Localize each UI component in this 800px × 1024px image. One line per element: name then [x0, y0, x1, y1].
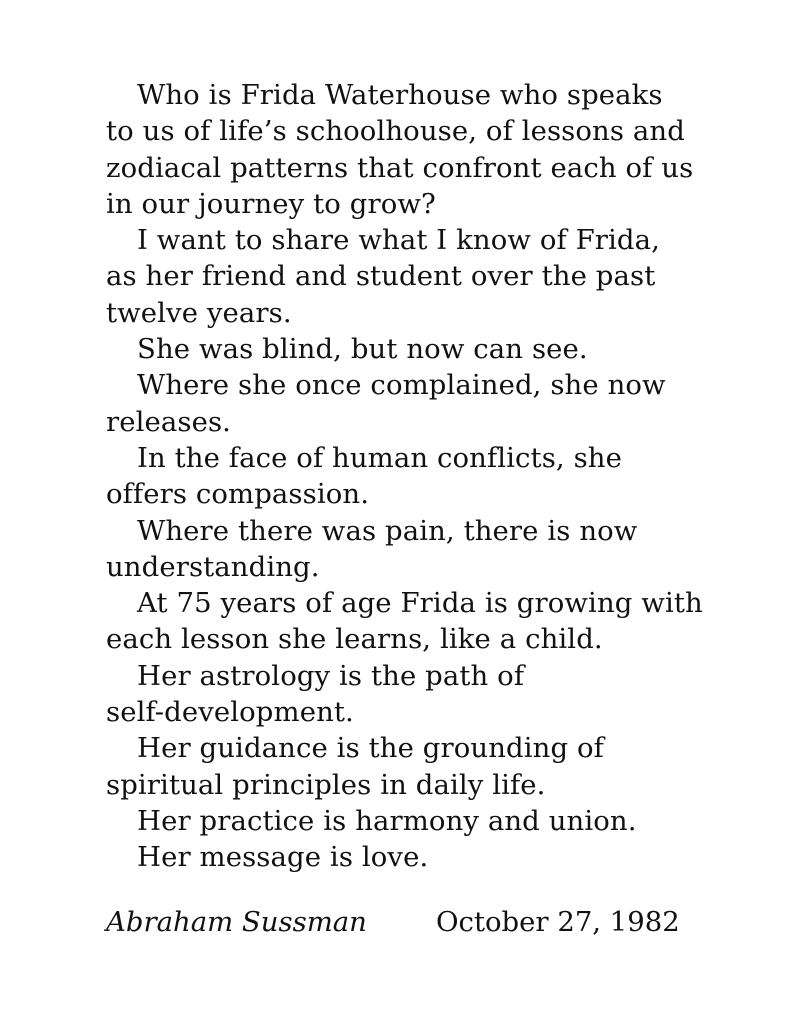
paragraph-line: as her friend and student over the past [106, 260, 656, 293]
paragraph-line: She was blind, but now can see. [137, 333, 588, 366]
paragraph-line: twelve years. [106, 296, 292, 329]
paragraph-line: Where she once complained, she now [137, 369, 666, 402]
paragraph-line: In the face of human conflicts, she [137, 441, 622, 474]
paragraph-line: At 75 years of age Frida is growing with [137, 587, 703, 620]
paragraph-line: spiritual principles in daily life. [106, 768, 546, 801]
paragraph-line: Who is Frida Waterhouse who speaks [137, 79, 663, 111]
signature-date: October 27, 1982 [436, 906, 680, 938]
paragraph-line: Her practice is harmony and union. [137, 804, 637, 837]
paragraph-line: each lesson she learns, like a child. [106, 623, 603, 656]
paragraph-line: Her astrology is the path of [137, 659, 525, 692]
paragraph-line: offers compassion. [106, 478, 370, 511]
tribute-text [106, 77, 706, 876]
paragraph-line: releases. [106, 405, 232, 438]
paragraph-line: I want to share what I know of Frida, [137, 224, 660, 257]
author-signature: Abraham Sussman [106, 906, 367, 938]
paragraph-line: self-development. [106, 696, 354, 729]
paragraph-line: in our journey to grow? [106, 187, 436, 220]
paragraph-line: Her message is love. [137, 841, 429, 874]
signature-row [106, 904, 686, 944]
paragraph-line: Her guidance is the grounding of [137, 732, 604, 765]
paragraph-line: to us of life’s schoolhouse, of lessons and [106, 115, 685, 148]
paragraph-line: understanding. [106, 550, 320, 583]
paragraph-line: Where there was pain, there is now [137, 514, 638, 547]
paragraph-line: zodiacal patterns that confront each of us [106, 151, 694, 184]
